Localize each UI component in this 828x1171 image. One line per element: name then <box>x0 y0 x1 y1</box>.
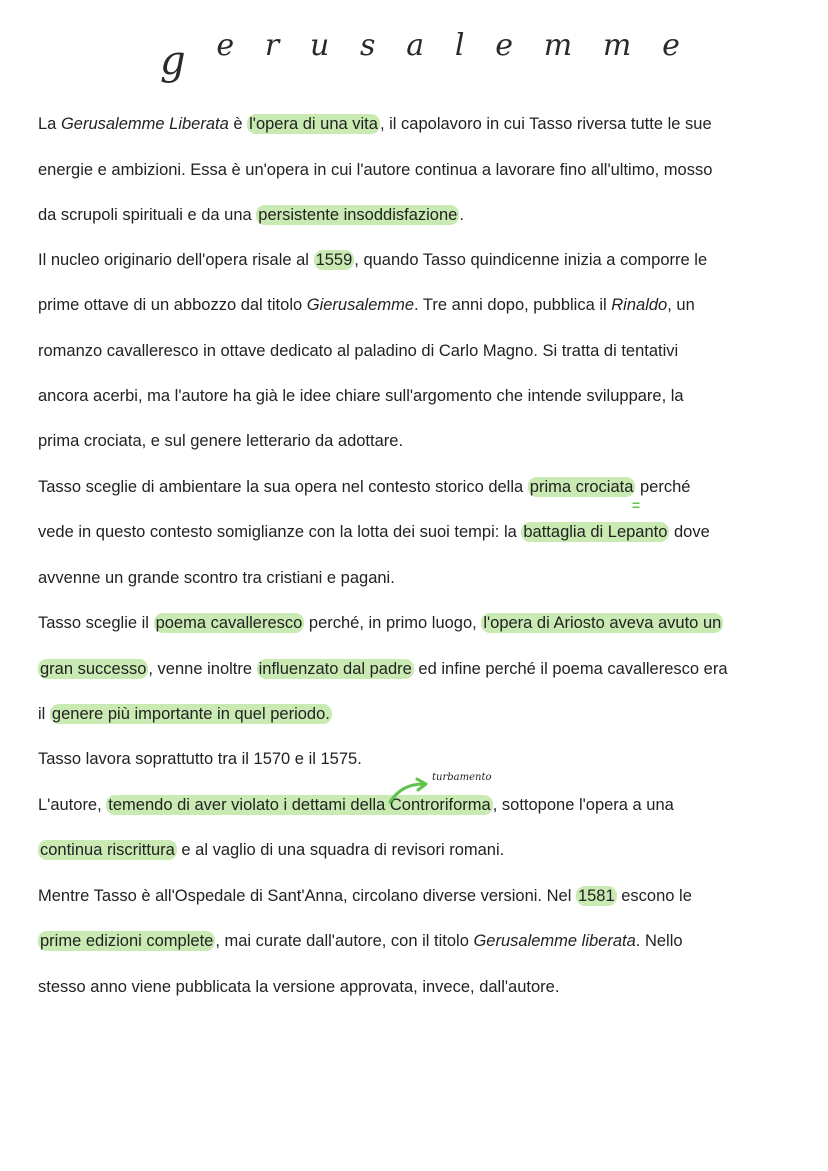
title-letter: r <box>264 28 280 63</box>
italic-title: Rinaldo <box>611 296 668 314</box>
text-line <box>38 929 808 953</box>
italic-title: Gerusalemme liberata <box>473 932 636 950</box>
highlighted-text: influenzato dal padre <box>258 660 412 678</box>
text-run: romanzo cavalleresco in ottave dedicato al paladino di Carlo Magno. Si tratta di tentativi <box>38 342 679 360</box>
equals-annotation: = <box>632 497 641 513</box>
text-line <box>38 248 808 272</box>
text-line <box>38 520 808 544</box>
highlighted-text: prime edizioni complete <box>40 932 214 950</box>
highlighted-text: l'opera di una vita <box>249 115 378 133</box>
text-line <box>38 384 808 408</box>
highlighted-text: prima crociata <box>529 478 634 496</box>
text-run: vede in questo contesto somiglianze con la lotta dei suoi tempi: la <box>38 523 522 541</box>
text-line <box>38 293 808 317</box>
text-line <box>38 429 808 453</box>
text-line <box>38 475 808 499</box>
text-run: è <box>228 115 248 133</box>
text-line <box>38 158 808 182</box>
text-run: Tasso sceglie il <box>38 614 154 632</box>
text-run: avvenne un grande scontro tra cristiani e pagani. <box>38 569 395 587</box>
text-line <box>38 838 808 862</box>
text-run: energie e ambizioni. Essa è un'opera in cui l'autore continua a lavorare fino all'ultimo, mosso <box>38 161 713 179</box>
text-run: Tasso sceglie di ambientare la sua opera nel contesto storico della <box>38 478 528 496</box>
highlighted-text: 1559 <box>315 251 353 269</box>
text-line <box>38 975 808 999</box>
text-run: prime ottave di un abbozzo dal titolo <box>38 296 307 314</box>
text-run: , sottopone l'opera a una <box>492 796 674 814</box>
text-run: , quando Tasso quindicenne inizia a comporre le <box>354 251 708 269</box>
italic-title: Gierusalemme <box>306 296 415 314</box>
text-run: il <box>38 705 50 723</box>
text-line <box>38 611 808 635</box>
text-line <box>38 339 808 363</box>
text-line <box>38 566 808 590</box>
text-run: Mentre Tasso è all'Ospedale di Sant'Anna, circolano diverse versioni. Nel <box>38 887 576 905</box>
title-letter: a <box>406 28 425 63</box>
text-run: , il capolavoro in cui Tasso riversa tutte le sue <box>379 115 712 133</box>
text-run: perché <box>635 478 691 496</box>
title-letter: m <box>543 28 573 63</box>
title-letter: m <box>602 28 632 63</box>
title-letter: e <box>216 28 235 63</box>
text-line <box>38 702 808 726</box>
title-letter: l <box>454 28 465 63</box>
text-run: stesso anno viene pubblicata la versione approvata, invece, dall'autore. <box>38 978 560 996</box>
text-run: . <box>459 206 464 224</box>
text-run: , mai curate dall'autore, con il titolo <box>215 932 474 950</box>
highlighted-text: persistente insoddisfazione <box>258 206 458 224</box>
text-run: Tasso lavora soprattutto tra il 1570 e il 1575. <box>38 750 362 768</box>
text-run: Il nucleo originario dell'opera risale al <box>38 251 314 269</box>
title-letter: e <box>662 28 680 63</box>
text-run: perché, in primo luogo, <box>304 614 482 632</box>
text-line <box>38 203 808 227</box>
highlighted-text: poema cavalleresco <box>155 614 303 632</box>
arrow-icon <box>384 776 434 806</box>
highlighted-text: gran successo <box>40 660 147 678</box>
text-run: L'autore, <box>38 796 107 814</box>
handwritten-title <box>160 28 680 88</box>
text-run: dove <box>669 523 710 541</box>
text-run: prima crociata, e sul genere letterario da adottare. <box>38 432 404 450</box>
text-run: e al vaglio di una squadra di revisori romani. <box>176 841 505 859</box>
text-line <box>38 112 808 136</box>
text-line <box>38 884 808 908</box>
text-line <box>38 657 808 681</box>
title-letter: e <box>495 28 513 63</box>
highlighted-text: genere più importante in quel periodo. <box>51 705 330 723</box>
italic-title: Gerusalemme Liberata <box>60 115 229 133</box>
text-run: La <box>38 115 61 133</box>
highlighted-text: battaglia di Lepanto <box>523 523 668 541</box>
title-letter: g <box>160 38 186 84</box>
margin-note: turbamento <box>432 772 492 783</box>
title-letter: s <box>360 28 376 63</box>
text-run: ed infine perché il poema cavalleresco era <box>413 660 728 678</box>
text-run: ancora acerbi, ma l'autore ha già le idee chiare sull'argomento che intende sviluppare, la <box>38 387 684 405</box>
text-run: , un <box>667 296 695 314</box>
highlighted-text: continua riscrittura <box>40 841 175 859</box>
text-run: . Tre anni dopo, pubblica il <box>414 296 612 314</box>
highlighted-text: 1581 <box>577 887 615 905</box>
highlighted-text: l'opera di Ariosto aveva avuto un <box>483 614 722 632</box>
title-letter: u <box>309 28 330 63</box>
text-run: escono le <box>616 887 692 905</box>
text-run: da scrupoli spirituali e da una <box>38 206 257 224</box>
text-line <box>38 747 808 771</box>
text-run: . Nello <box>635 932 683 950</box>
text-run: , venne inoltre <box>148 660 257 678</box>
highlighted-text: temendo di aver violato i dettami della Controriforma <box>108 796 491 814</box>
